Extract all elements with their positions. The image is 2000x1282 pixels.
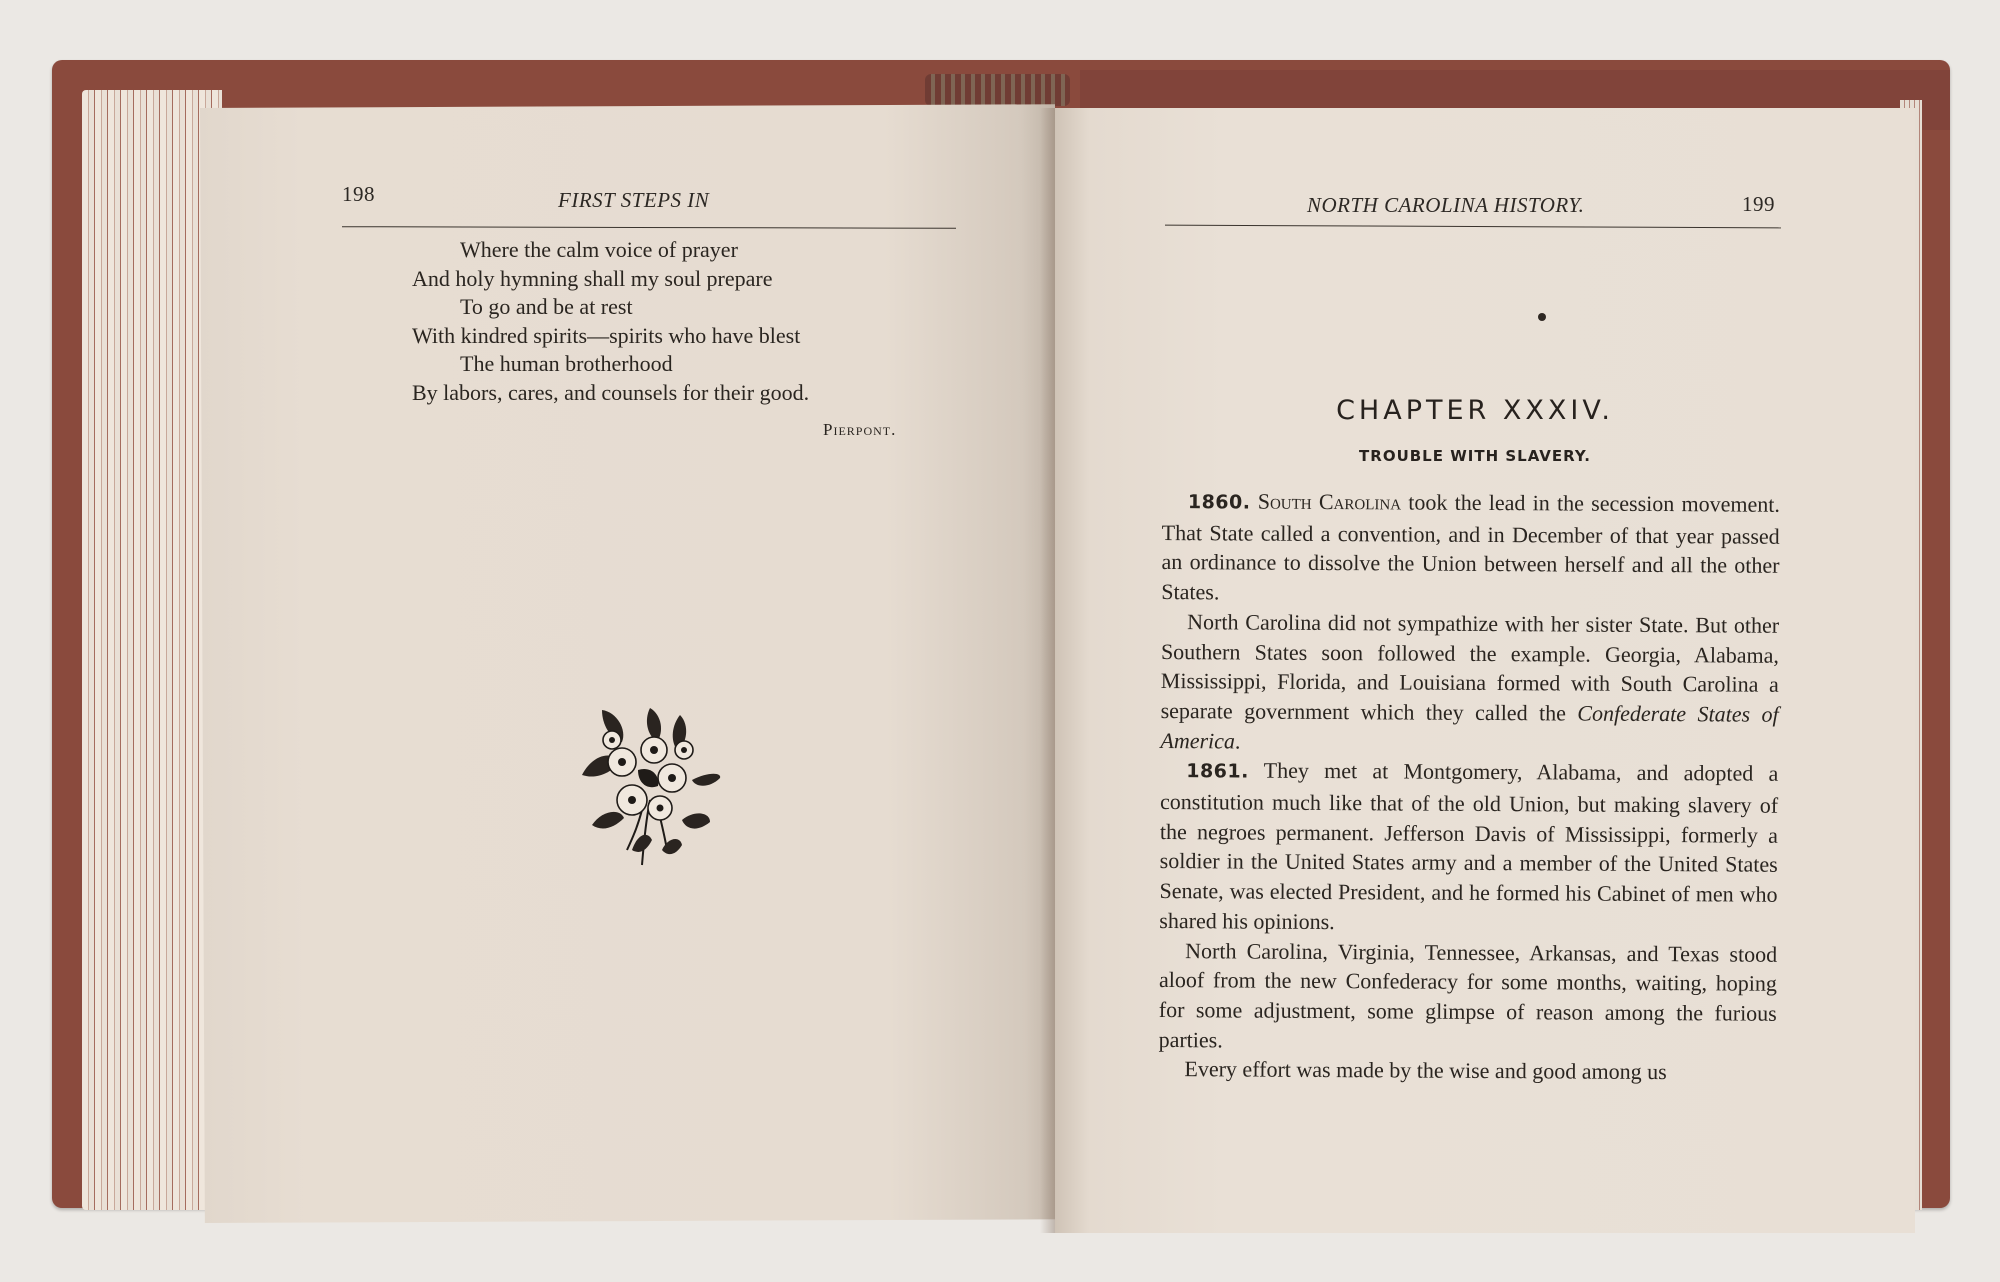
chapter-title: CHAPTER XXXIV. <box>1336 395 1614 426</box>
left-page-number: 198 <box>342 182 375 206</box>
paragraph <box>1161 486 1780 611</box>
paragraph-text: Every effort was made by the wise and good among us <box>1184 1056 1667 1085</box>
left-running-head: FIRST STEPS IN <box>558 188 710 212</box>
paragraph <box>1160 607 1779 759</box>
verse-line: Where the calm voice of prayer <box>460 237 738 262</box>
right-page-number: 199 <box>1742 192 1775 216</box>
paragraph-tail: . <box>1234 728 1241 754</box>
paragraph-text: North Carolina, Virginia, Tennessee, Arkansas, and Texas stood aloof from the new Confederacy for some months, waiting, hoping for some adjustment, some glimpse of reason among the furious parties. <box>1158 937 1778 1053</box>
paragraph <box>1159 755 1778 939</box>
right-running-head: NORTH CAROLINA HISTORY. <box>1307 193 1585 217</box>
chapter-subtitle: TROUBLE WITH SLAVERY. <box>1359 447 1591 465</box>
paragraph <box>1158 1054 1776 1087</box>
floral-vignette-icon <box>572 700 722 870</box>
verse-line: And holy hymning shall my soul prepare <box>412 265 773 291</box>
printer-mark <box>1538 313 1546 321</box>
verse-line: The human brotherhood <box>460 351 673 376</box>
verse-line: With kindred spirits—spirits who have blest <box>412 322 801 348</box>
verse-attribution: Pierpont. <box>823 420 897 439</box>
paragraph-text: North Carolina did not sympathize with her sister State. But other Southern States soon followed the example. Georgia, Alabama, Mississippi, Florida, and Louisiana formed with South Carolina a separate government which they called the <box>1160 608 1780 726</box>
year-heading: 1861. <box>1186 760 1249 783</box>
spine-headband <box>925 74 1070 106</box>
paragraph-text: They met at Montgomery, Alabama, and adopted a constitution much like that of the old Union, but making slavery of the negroes permanent. Jefferson Davis of Mississippi, formerly a soldier in the United States army and a member of the United States Senate, was elected President, and he formed his Cabinet of men who shared his opinions. <box>1159 757 1779 934</box>
italic-term: Confederate States of America <box>1160 700 1779 754</box>
year-heading: 1860. <box>1187 491 1251 514</box>
verse-line: By labors, cares, and counsels for their good. <box>412 379 810 405</box>
poem-verse <box>412 236 932 407</box>
paragraph <box>1159 936 1778 1059</box>
chapter-body <box>1158 486 1780 1088</box>
verse-line: To go and be at rest <box>460 294 633 319</box>
paragraph-text: took the lead in the secession movement. That State called a convention, and in December of that year passed an ordinance to dissolve the Union between herself and all the other States. <box>1161 489 1780 605</box>
lead-words: South Carolina <box>1257 488 1402 515</box>
